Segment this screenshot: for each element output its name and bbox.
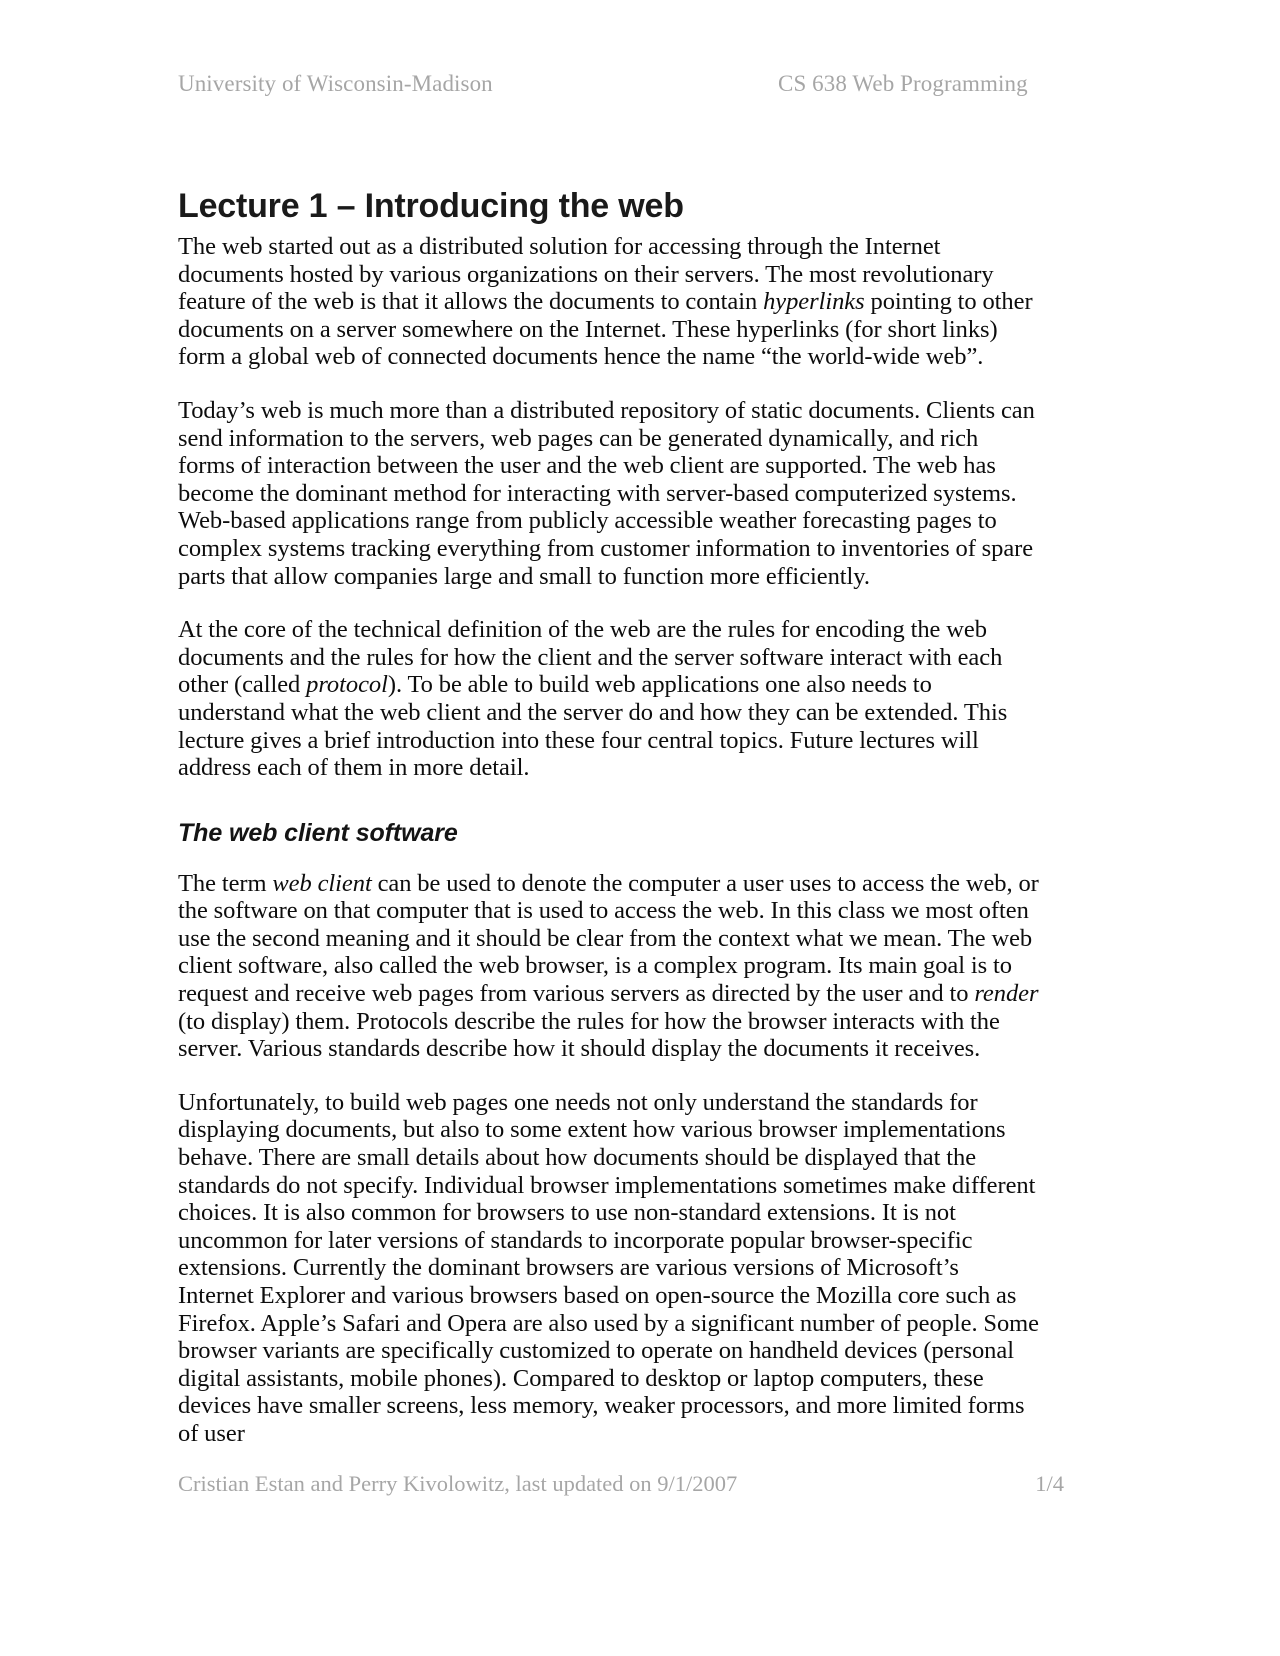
- running-header: [178, 70, 1102, 98]
- footer-credit: Cristian Estan and Perry Kivolowitz, last updated on 9/1/2007: [178, 1471, 738, 1496]
- header-course: CS 638 Web Programming: [778, 71, 1028, 96]
- emphasis-render: render: [974, 980, 1039, 1008]
- paragraph-technical-part-1: At the core of the technical definition of the web are the rules for encoding the web documents and the rules for how the client and the server software interact with each other (called: [178, 616, 1003, 699]
- paragraph-web-client-part-1: The term: [178, 869, 273, 897]
- paragraph-technical-definition: [178, 616, 1040, 782]
- paragraph-web-client-part-3: (to display) them. Protocols describe the rules for how the browser interacts with the server. Various standards describe how it should display the documents it receives.: [178, 1007, 1000, 1063]
- paragraph-technical-part-2: ). To be able to build web applications one also needs to understand what the web client and the server do and how they can be extended. This lecture gives a brief introduction into these four central topics. Future lectures will address each of them in more detail.: [178, 671, 1008, 782]
- emphasis-web-client: web client: [272, 869, 372, 897]
- footer-page-number: 1/4: [1035, 1471, 1064, 1496]
- paragraph-todays-web: Today’s web is much more than a distributed repository of static documents. Clients can send information to the servers, web pages can be generated dynamically, and rich forms of interaction between the user and the web client are supported. The web has become the dominant method for interacting with server-based computerized systems. Web-based applications range from publicly accessible weather forecasting pages to complex systems tracking everything from customer information to inventories of spare parts that allow companies large and small to function more efficiently.: [178, 396, 1035, 590]
- document-body: [178, 233, 1040, 1474]
- paragraph-intro-part-2: pointing to other documents on a server somewhere on the Internet. These hyperlinks (for short links) form a global web of connected documents hence the name “the world-wide web”.: [178, 288, 1033, 371]
- paragraph-intro: [178, 233, 1040, 371]
- paragraph-intro-part-1: The web started out as a distributed solution for accessing through the Internet documents hosted by various organizations on their servers. The most revolutionary feature of the web is that it allows the documents to contain: [178, 233, 994, 316]
- page-title: Lecture 1 – Introducing the web: [178, 186, 684, 225]
- section-heading-web-client-software: The web client software: [178, 818, 458, 847]
- header-institution: University of Wisconsin-Madison: [178, 71, 493, 96]
- paragraph-web-client-term: [178, 870, 1040, 1063]
- emphasis-hyperlinks: hyperlinks: [763, 288, 865, 316]
- paragraph-browser-implementations: Unfortunately, to build web pages one needs not only understand the standards for displaying documents, but also to some extent how various browser implementations behave. There are small details about how documents should be displayed that the standards do not specify. Individual browser implementations sometimes make different choices. It is also common for browsers to use non-standard extensions. It is not uncommon for later versions of standards to incorporate popular browser-specific extensions. Currently the dominant browsers are various versions of Microsoft’s Internet Explorer and various browsers based on open-source the Mozilla core such as Firefox. Apple’s Safari and Opera are also used by a significant number of people. Some browser variants are specifically customized to operate on handheld devices (personal digital assistants, mobile phones). Compared to desktop or laptop computers, these devices have smaller screens, less memory, weaker processors, and more limited forms of user: [178, 1088, 1039, 1447]
- emphasis-protocol: protocol: [306, 671, 388, 699]
- paragraph-web-client-part-2: can be used to denote the computer a user uses to access the web, or the software on that computer that is used to access the web. In this class we most often use the second meaning and it should be clear from the context what we mean. The web client software, also called the web browser, is a complex program. Its main goal is to request and receive web pages from various servers as directed by the user and to: [178, 869, 1039, 1008]
- running-footer: [178, 1470, 1102, 1498]
